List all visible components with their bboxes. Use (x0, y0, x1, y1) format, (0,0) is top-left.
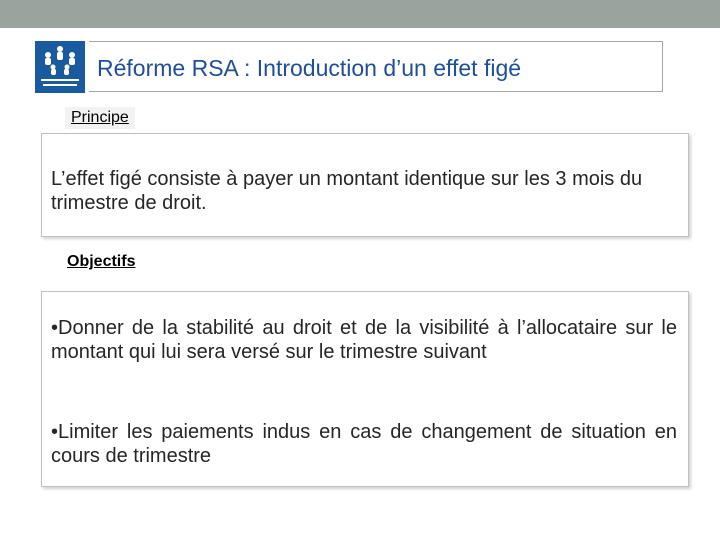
top-bar (0, 0, 720, 28)
caf-logo (35, 41, 85, 93)
slide-title: Réforme RSA : Introduction d’un effet figé (97, 55, 522, 81)
principe-text: L’effet figé consiste à payer un montant identique sur les 3 mois du trimestre de droit. (51, 168, 643, 214)
principe-label: Principe (65, 107, 135, 129)
objectif-bullet: •Donner de la stabilité au droit et de la visibilité à l’allocataire sur le montant qui lui sera versé sur le trimestre suivant (51, 317, 677, 363)
objectifs-label: Objectifs (67, 253, 136, 270)
objectifs-box (41, 291, 689, 487)
objectif-bullet: •Limiter les paiements indus en cas de changement de situation en cours de trimestre (51, 421, 677, 467)
principe-box (41, 133, 689, 237)
